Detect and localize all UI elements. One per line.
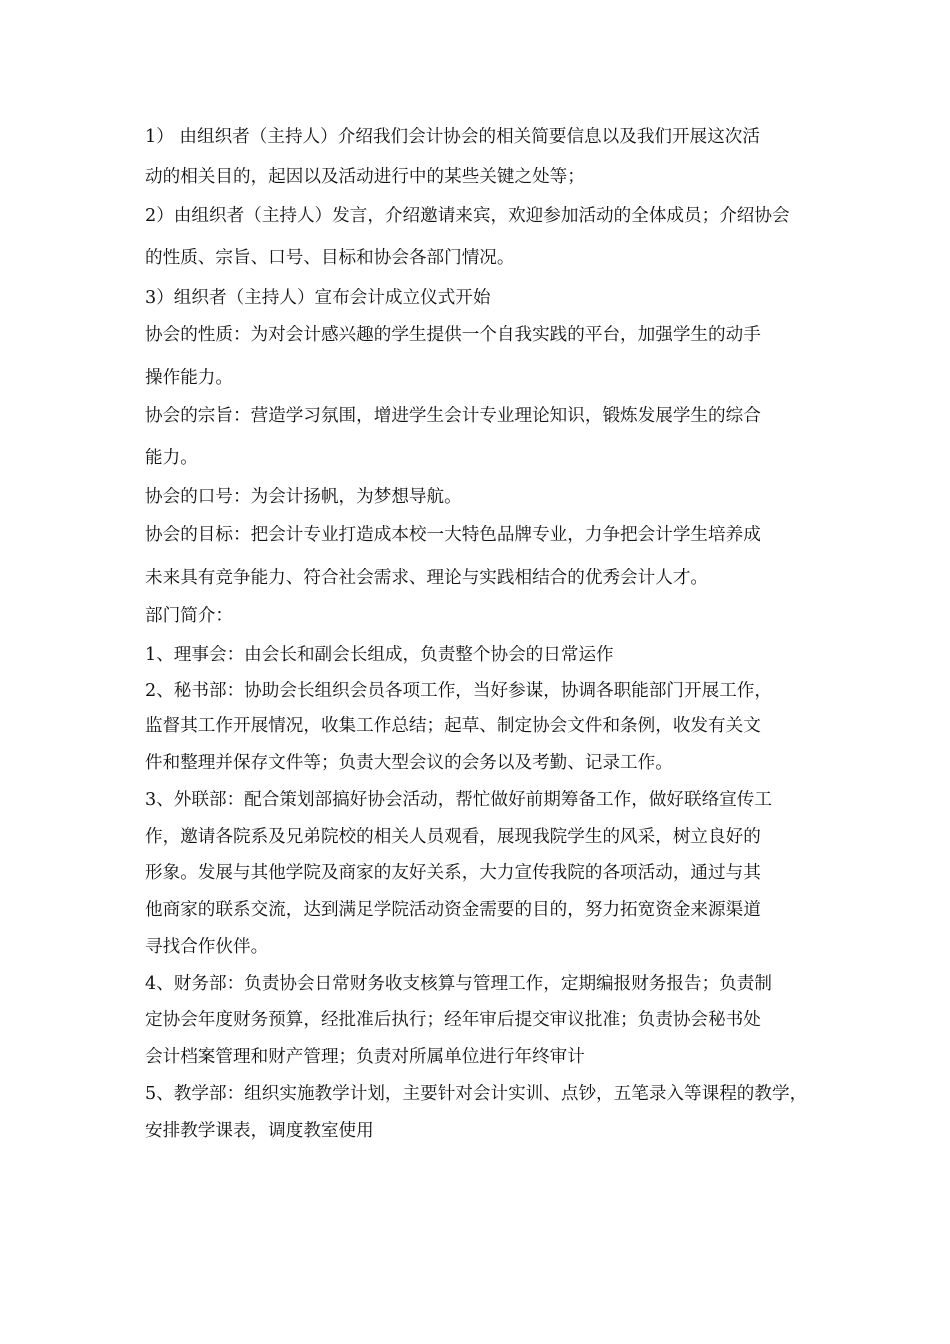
text-line: 的性质、宗旨、口号、目标和协会各部门情况。 — [145, 248, 515, 268]
text-line: 3、外联部：配合策划部搞好协会活动，帮忙做好前期筹备工作，做好联络宣传工 — [145, 790, 772, 810]
text-line: 2）由组织者（主持人）发言，介绍邀请来宾，欢迎参加活动的全体成员；介绍协会 — [145, 206, 790, 226]
text-line: 安排教学课表，调度教室使用 — [145, 1121, 374, 1141]
text-line: 5、教学部：组织实施教学计划，主要针对会计实训、点钞，五笔录入等课程的教学， — [145, 1084, 808, 1104]
text-line: 4、财务部：负责协会日常财务收支核算与管理工作，定期编报财务报告；负责制 — [145, 974, 772, 994]
text-line: 协会的目标：把会计专业打造成本校一大特色品牌专业，力争把会计学生培养成 — [145, 525, 761, 545]
text-line: 协会的宗旨：营造学习氛围，增进学生会计专业理论知识，锻炼发展学生的综合 — [145, 406, 761, 426]
text-line: 1） 由组织者（主持人）介绍我们会计协会的相关简要信息以及我们开展这次活 — [145, 127, 760, 147]
text-line: 1、理事会：由会长和副会长组成，负责整个协会的日常运作 — [145, 645, 614, 665]
text-line: 3）组织者（主持人）宣布会计成立仪式开始 — [145, 288, 491, 308]
text-line: 操作能力。 — [145, 368, 233, 388]
text-line: 2、秘书部：协助会长组织会员各项工作，当好参谋，协调各职能部门开展工作， — [145, 681, 772, 701]
text-line: 件和整理并保存文件等；负责大型会议的会务以及考勤、记录工作。 — [145, 753, 673, 773]
text-line: 未来具有竞争能力、符合社会需求、理论与实践相结合的优秀会计人才。 — [145, 568, 709, 588]
text-line: 会计档案管理和财产管理；负责对所属单位进行年终审计 — [145, 1047, 585, 1067]
text-line: 监督其工作开展情况，收集工作总结；起草、制定协会文件和条例，收发有关文 — [145, 716, 761, 736]
text-line: 定协会年度财务预算，经批准后执行；经年审后提交审议批准；负责协会秘书处 — [145, 1010, 761, 1030]
text-line: 部门简介： — [145, 606, 233, 626]
text-line: 形象。发展与其他学院及商家的友好关系，大力宣传我院的各项活动，通过与其 — [145, 863, 761, 883]
text-line: 协会的口号：为会计扬帆，为梦想导航。 — [145, 487, 462, 507]
text-line: 他商家的联系交流，达到满足学院活动资金需要的目的，努力拓宽资金来源渠道 — [145, 900, 761, 920]
text-line: 动的相关目的，起因以及活动进行中的某些关键之处等； — [145, 167, 585, 187]
text-line: 寻找合作伙伴。 — [145, 937, 269, 957]
text-line: 能力。 — [145, 448, 198, 468]
text-line: 作，邀请各院系及兄弟院校的相关人员观看，展现我院学生的风采，树立良好的 — [145, 827, 761, 847]
text-line: 协会的性质：为对会计感兴趣的学生提供一个自我实践的平台，加强学生的动手 — [145, 325, 761, 345]
